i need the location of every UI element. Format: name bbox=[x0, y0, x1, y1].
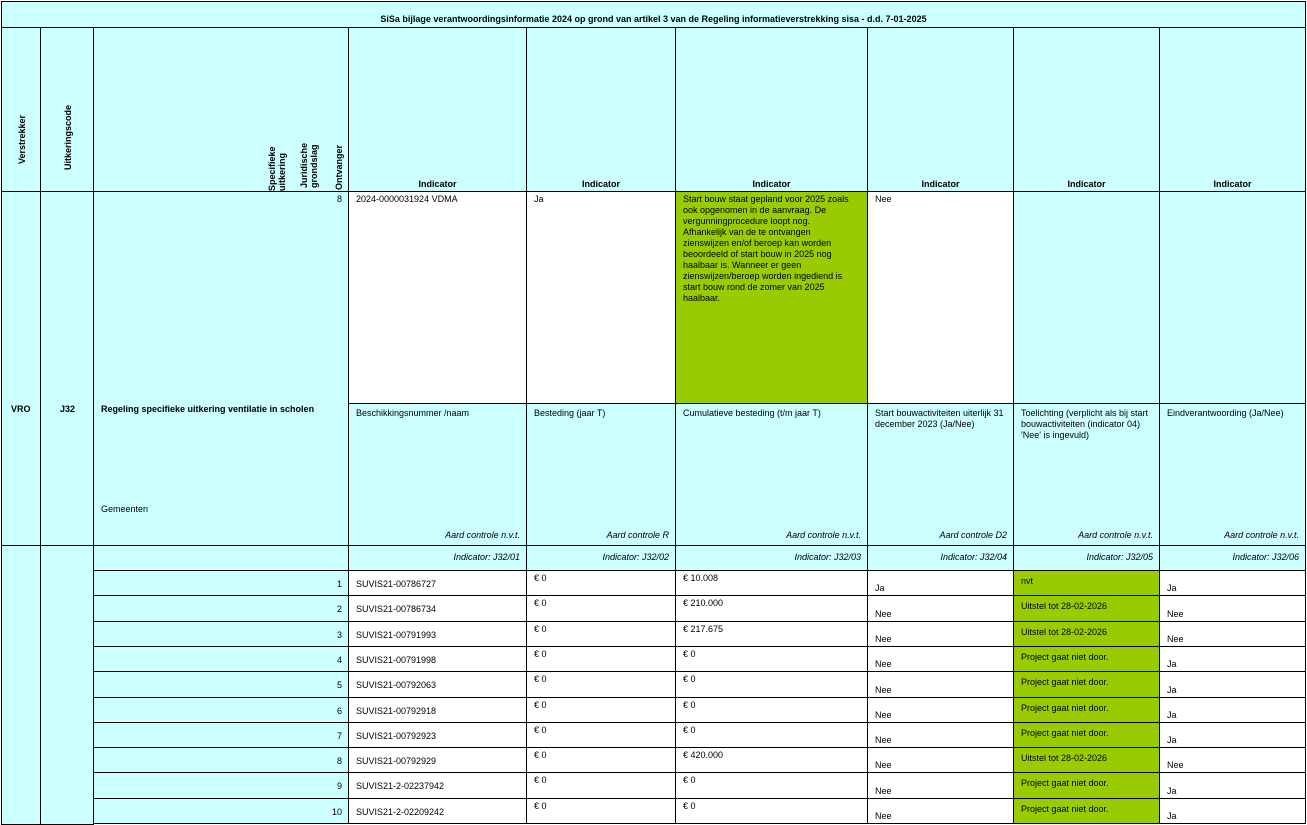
row-cumulatief-cell bbox=[675, 570, 868, 596]
header-uitkeringscode-label: Uitkeringscode bbox=[63, 104, 73, 170]
row-beschikking: SUVIS21-00792929 bbox=[356, 756, 437, 766]
aard-controle: Aard controle D2 bbox=[939, 530, 1007, 540]
row-besteding: € 0 bbox=[534, 700, 547, 710]
row8-start-value: Nee bbox=[875, 194, 892, 204]
row-number-cell bbox=[93, 646, 349, 672]
row-beschikking-cell bbox=[348, 671, 527, 698]
row-beschikking-cell bbox=[348, 595, 527, 622]
row-number: 1 bbox=[336, 579, 342, 589]
indicator-description-2 bbox=[526, 403, 676, 546]
row-cumulatief-cell bbox=[675, 697, 868, 723]
indicator-code-label: Indicator: J32/05 bbox=[1086, 552, 1153, 562]
row-beschikking: SUVIS21-00786727 bbox=[356, 579, 437, 589]
row-number: 3 bbox=[336, 630, 342, 640]
row-cumulatief: € 210.000 bbox=[683, 598, 724, 608]
row-cumulatief-cell bbox=[675, 671, 868, 698]
row8-beschikking bbox=[348, 191, 527, 404]
row-besteding-cell bbox=[526, 595, 676, 622]
row8-beschikking-value: 2024-0000031924 VDMA bbox=[356, 194, 458, 204]
codes-left-code bbox=[40, 545, 94, 825]
row-beschikking-cell bbox=[348, 697, 527, 723]
row-toelichting-cell bbox=[1013, 798, 1160, 824]
row-toelichting-cell bbox=[1013, 697, 1160, 723]
indicator-description-5 bbox=[1013, 403, 1160, 546]
row-besteding-cell bbox=[526, 570, 676, 596]
row-start-cell bbox=[867, 722, 1014, 748]
row-besteding-cell bbox=[526, 671, 676, 698]
row-eind: Nee bbox=[1167, 634, 1184, 644]
row-cumulatief-cell bbox=[675, 595, 868, 622]
row-besteding-cell bbox=[526, 697, 676, 723]
row-eind: Ja bbox=[1167, 583, 1177, 593]
header-juridische-grondslag bbox=[299, 128, 319, 188]
header-specifieke-uitkering bbox=[267, 131, 287, 191]
row-start-cell bbox=[867, 595, 1014, 622]
indicator-description-1 bbox=[348, 403, 527, 546]
header-indicator-1 bbox=[348, 27, 527, 192]
row-toelichting: Project gaat niet door. bbox=[1021, 778, 1109, 788]
row-start: Nee bbox=[875, 786, 892, 796]
row-beschikking-cell bbox=[348, 722, 527, 748]
row-cumulatief-cell bbox=[675, 747, 868, 773]
header-ontvanger: Ontvanger bbox=[334, 144, 344, 190]
header-uitkeringscode bbox=[40, 27, 94, 192]
regeling-naam: Regeling specifieke uitkering ventilatie in scholen bbox=[101, 404, 315, 414]
row-eind-cell bbox=[1159, 747, 1306, 773]
row-beschikking: SUVIS21-00792918 bbox=[356, 706, 437, 716]
row-beschikking-cell bbox=[348, 570, 527, 596]
row-cumulatief: € 420.000 bbox=[683, 750, 724, 760]
row-toelichting: Project gaat niet door. bbox=[1021, 804, 1109, 814]
codes-left-regeling bbox=[93, 545, 349, 571]
aard-controle: Aard controle n.v.t. bbox=[786, 530, 861, 540]
row-toelichting: Project gaat niet door. bbox=[1021, 728, 1109, 738]
row-beschikking-cell bbox=[348, 646, 527, 672]
indicator-code-5 bbox=[1013, 545, 1160, 571]
row-number: 7 bbox=[336, 731, 342, 741]
row-start-cell bbox=[867, 646, 1014, 672]
row-start-cell bbox=[867, 621, 1014, 647]
row-cumulatief: € 0 bbox=[683, 801, 696, 811]
row-beschikking: SUVIS21-2-02237942 bbox=[356, 781, 445, 791]
row-start: Nee bbox=[875, 634, 892, 644]
indicator-code-label: Indicator: J32/02 bbox=[602, 552, 669, 562]
row-besteding-cell bbox=[526, 621, 676, 647]
row8-number: 8 bbox=[336, 194, 342, 204]
row-cumulatief: € 0 bbox=[683, 775, 696, 785]
row-start-cell bbox=[867, 671, 1014, 698]
row8-toelichting-value: Start bouw staat gepland voor 2025 zoals ook opgenomen in de aanvraag. De vergunningprocedure loopt nog. Afhankelijk van de te ontvangen zienswijzen en/of beroep kan worden beoordeeld of start bouw in 2025 nog haalbaar is. Wanneer er geen zienswijzen/beroep worden ingediend is start bouw rond de zomer van 2025 haalbaar. bbox=[683, 194, 849, 303]
row-eind-cell bbox=[1159, 798, 1306, 824]
row-start: Nee bbox=[875, 659, 892, 669]
indicator-label: Start bouwactiviteiten uiterlijk 31 december 2023 (Ja/Nee) bbox=[875, 408, 1004, 429]
row-besteding: € 0 bbox=[534, 624, 547, 634]
row-start-cell bbox=[867, 570, 1014, 596]
document-title-cell bbox=[1, 1, 1306, 28]
row-toelichting-cell bbox=[1013, 570, 1160, 596]
row-eind: Nee bbox=[1167, 609, 1184, 619]
header-indicator-2-label: Indicator bbox=[581, 179, 620, 189]
row-number-cell bbox=[93, 798, 349, 824]
row-toelichting: Uitstel tot 28-02-2026 bbox=[1021, 601, 1108, 611]
row-toelichting-cell bbox=[1013, 772, 1160, 799]
row-start-cell bbox=[867, 772, 1014, 799]
row-eind-cell bbox=[1159, 772, 1306, 799]
row-start: Nee bbox=[875, 685, 892, 695]
document-title: SiSa bijlage verantwoordingsinformatie 2024 op grond van artikel 3 van de Regeling informatieverstrekking sisa - d.d. 7-01-2025 bbox=[380, 14, 927, 24]
indicator-label: Beschikkingsnummer /naam bbox=[356, 408, 470, 418]
row8-besteding-value: Ja bbox=[534, 194, 544, 204]
row-cumulatief: € 0 bbox=[683, 649, 696, 659]
row-beschikking: SUVIS21-00792923 bbox=[356, 731, 437, 741]
row-cumulatief: € 0 bbox=[683, 700, 696, 710]
row-cumulatief-cell bbox=[675, 798, 868, 824]
row-number-cell bbox=[93, 621, 349, 647]
row-toelichting-cell bbox=[1013, 621, 1160, 647]
indicator-description-6 bbox=[1159, 403, 1306, 546]
row8-besteding bbox=[526, 191, 676, 404]
header-indicator-6-label: Indicator bbox=[1213, 179, 1252, 189]
row-number-cell bbox=[93, 747, 349, 773]
indicator-description-4 bbox=[867, 403, 1014, 546]
row-number: 9 bbox=[336, 781, 342, 791]
row-number: 2 bbox=[336, 604, 342, 614]
row-cumulatief: € 10.008 bbox=[683, 573, 719, 583]
row-beschikking-cell bbox=[348, 621, 527, 647]
codes-left-verstrekker bbox=[1, 545, 41, 825]
row-beschikking-cell bbox=[348, 772, 527, 799]
header-indicator-2 bbox=[526, 27, 676, 192]
row-besteding-cell bbox=[526, 646, 676, 672]
header-verstrekker-label: Verstrekker bbox=[17, 114, 27, 164]
indicator-label: Besteding (jaar T) bbox=[534, 408, 606, 418]
row-beschikking-cell bbox=[348, 798, 527, 824]
row-number: 8 bbox=[336, 756, 342, 766]
indicator-code-label: Indicator: J32/03 bbox=[794, 552, 861, 562]
row-number-cell bbox=[93, 722, 349, 748]
row8-start bbox=[867, 191, 1014, 404]
header-indicator-3-label: Indicator bbox=[752, 179, 791, 189]
row-besteding: € 0 bbox=[534, 801, 547, 811]
row-eind: Ja bbox=[1167, 811, 1177, 821]
header-indicator-6 bbox=[1159, 27, 1306, 192]
row-besteding-cell bbox=[526, 747, 676, 773]
row-eind-cell bbox=[1159, 595, 1306, 622]
row-besteding-cell bbox=[526, 772, 676, 799]
row8-toelichting bbox=[675, 191, 868, 404]
row-eind: Nee bbox=[1167, 760, 1184, 770]
header-indicator-4 bbox=[867, 27, 1014, 192]
row-eind: Ja bbox=[1167, 659, 1177, 669]
row-cumulatief: € 0 bbox=[683, 674, 696, 684]
row-start: Nee bbox=[875, 609, 892, 619]
row-number-cell bbox=[93, 772, 349, 799]
row-number: 4 bbox=[336, 655, 342, 665]
row-number-cell bbox=[93, 595, 349, 622]
row-number: 5 bbox=[336, 680, 342, 690]
indicator-code-4 bbox=[867, 545, 1014, 571]
row-eind-cell bbox=[1159, 671, 1306, 698]
row-number: 6 bbox=[336, 706, 342, 716]
row-toelichting-cell bbox=[1013, 646, 1160, 672]
indicator-code-label: Indicator: J32/04 bbox=[940, 552, 1007, 562]
header-indicator-5-label: Indicator bbox=[1067, 179, 1106, 189]
row-besteding: € 0 bbox=[534, 750, 547, 760]
aard-controle: Aard controle n.v.t. bbox=[445, 530, 520, 540]
row8-col5 bbox=[1013, 191, 1160, 404]
header-specifieke-uitkering-label: Specifieke uitkering bbox=[267, 146, 287, 191]
indicator-code-label: Indicator: J32/01 bbox=[453, 552, 520, 562]
row-beschikking: SUVIS21-00791993 bbox=[356, 630, 437, 640]
row-number-cell bbox=[93, 697, 349, 723]
row-eind-cell bbox=[1159, 646, 1306, 672]
aard-controle: Aard controle n.v.t. bbox=[1224, 530, 1299, 540]
row-besteding: € 0 bbox=[534, 598, 547, 608]
row-cumulatief-cell bbox=[675, 621, 868, 647]
row-eind: Ja bbox=[1167, 685, 1177, 695]
row-start: Nee bbox=[875, 811, 892, 821]
row-start: Nee bbox=[875, 735, 892, 745]
row-besteding: € 0 bbox=[534, 775, 547, 785]
header-indicator-5 bbox=[1013, 27, 1160, 192]
row-eind-cell bbox=[1159, 570, 1306, 596]
aard-controle: Aard controle R bbox=[606, 530, 669, 540]
verstrekker-value: VRO bbox=[11, 404, 31, 414]
row-start: Ja bbox=[875, 583, 885, 593]
row-cumulatief: € 0 bbox=[683, 725, 696, 735]
row-start: Nee bbox=[875, 760, 892, 770]
header-indicator-1-label: Indicator bbox=[418, 179, 457, 189]
row-besteding-cell bbox=[526, 798, 676, 824]
row-besteding: € 0 bbox=[534, 725, 547, 735]
row-toelichting-cell bbox=[1013, 747, 1160, 773]
row-beschikking-cell bbox=[348, 747, 527, 773]
row-toelichting-cell bbox=[1013, 722, 1160, 748]
row-eind: Ja bbox=[1167, 710, 1177, 720]
indicator-label: Toelichting (verplicht als bij start bouwactiviteiten (indicator 04) 'Nee' is ingevuld) bbox=[1021, 408, 1149, 440]
row-besteding: € 0 bbox=[534, 573, 547, 583]
row-cumulatief-cell bbox=[675, 772, 868, 799]
indicator-label: Cumulatieve besteding (t/m jaar T) bbox=[683, 408, 821, 418]
row-beschikking: SUVIS21-00792063 bbox=[356, 680, 437, 690]
row-besteding-cell bbox=[526, 722, 676, 748]
row-start-cell bbox=[867, 697, 1014, 723]
indicator-code-6 bbox=[1159, 545, 1306, 571]
row-toelichting: nvt bbox=[1021, 576, 1034, 586]
row-besteding: € 0 bbox=[534, 649, 547, 659]
row-toelichting: Project gaat niet door. bbox=[1021, 703, 1109, 713]
row8-col6 bbox=[1159, 191, 1306, 404]
header-juridische-grondslag-label: Juridische grondslag bbox=[299, 142, 319, 188]
row-eind: Ja bbox=[1167, 735, 1177, 745]
header-indicator-3 bbox=[675, 27, 868, 192]
row-beschikking: SUVIS21-2-02209242 bbox=[356, 807, 445, 817]
row-number-cell bbox=[93, 570, 349, 596]
row-eind-cell bbox=[1159, 697, 1306, 723]
row-eind: Ja bbox=[1167, 786, 1177, 796]
aard-controle: Aard controle n.v.t. bbox=[1078, 530, 1153, 540]
indicator-description-3 bbox=[675, 403, 868, 546]
row-start: Nee bbox=[875, 710, 892, 720]
row-eind-cell bbox=[1159, 722, 1306, 748]
row-beschikking: SUVIS21-00786734 bbox=[356, 604, 437, 614]
row-start-cell bbox=[867, 798, 1014, 824]
row-cumulatief-cell bbox=[675, 722, 868, 748]
row-eind-cell bbox=[1159, 621, 1306, 647]
indicator-label: Eindverantwoording (Ja/Nee) bbox=[1167, 408, 1284, 418]
row-toelichting-cell bbox=[1013, 671, 1160, 698]
uitkeringscode-cell bbox=[40, 191, 94, 546]
indicator-code-2 bbox=[526, 545, 676, 571]
row-toelichting-cell bbox=[1013, 595, 1160, 622]
row-toelichting: Project gaat niet door. bbox=[1021, 652, 1109, 662]
header-specifiek bbox=[93, 27, 349, 192]
verstrekker-cell bbox=[1, 191, 41, 546]
indicator-code-3 bbox=[675, 545, 868, 571]
indicator-code-1 bbox=[348, 545, 527, 571]
row-number-cell bbox=[93, 671, 349, 698]
row-toelichting: Project gaat niet door. bbox=[1021, 677, 1109, 687]
regeling-ontvanger: Gemeenten bbox=[101, 504, 149, 514]
row-cumulatief: € 217.675 bbox=[683, 624, 724, 634]
row-beschikking: SUVIS21-00791998 bbox=[356, 655, 437, 665]
header-indicator-4-label: Indicator bbox=[921, 179, 960, 189]
uitkeringscode-value: J32 bbox=[60, 404, 76, 414]
row-cumulatief-cell bbox=[675, 646, 868, 672]
row-besteding: € 0 bbox=[534, 674, 547, 684]
row-toelichting: Uitstel tot 28-02-2026 bbox=[1021, 753, 1108, 763]
header-verstrekker bbox=[1, 27, 41, 192]
indicator-code-label: Indicator: J32/06 bbox=[1232, 552, 1299, 562]
row-toelichting: Uitstel tot 28-02-2026 bbox=[1021, 627, 1108, 637]
row-start-cell bbox=[867, 747, 1014, 773]
regeling-cell bbox=[93, 191, 349, 546]
row-number: 10 bbox=[331, 807, 342, 817]
